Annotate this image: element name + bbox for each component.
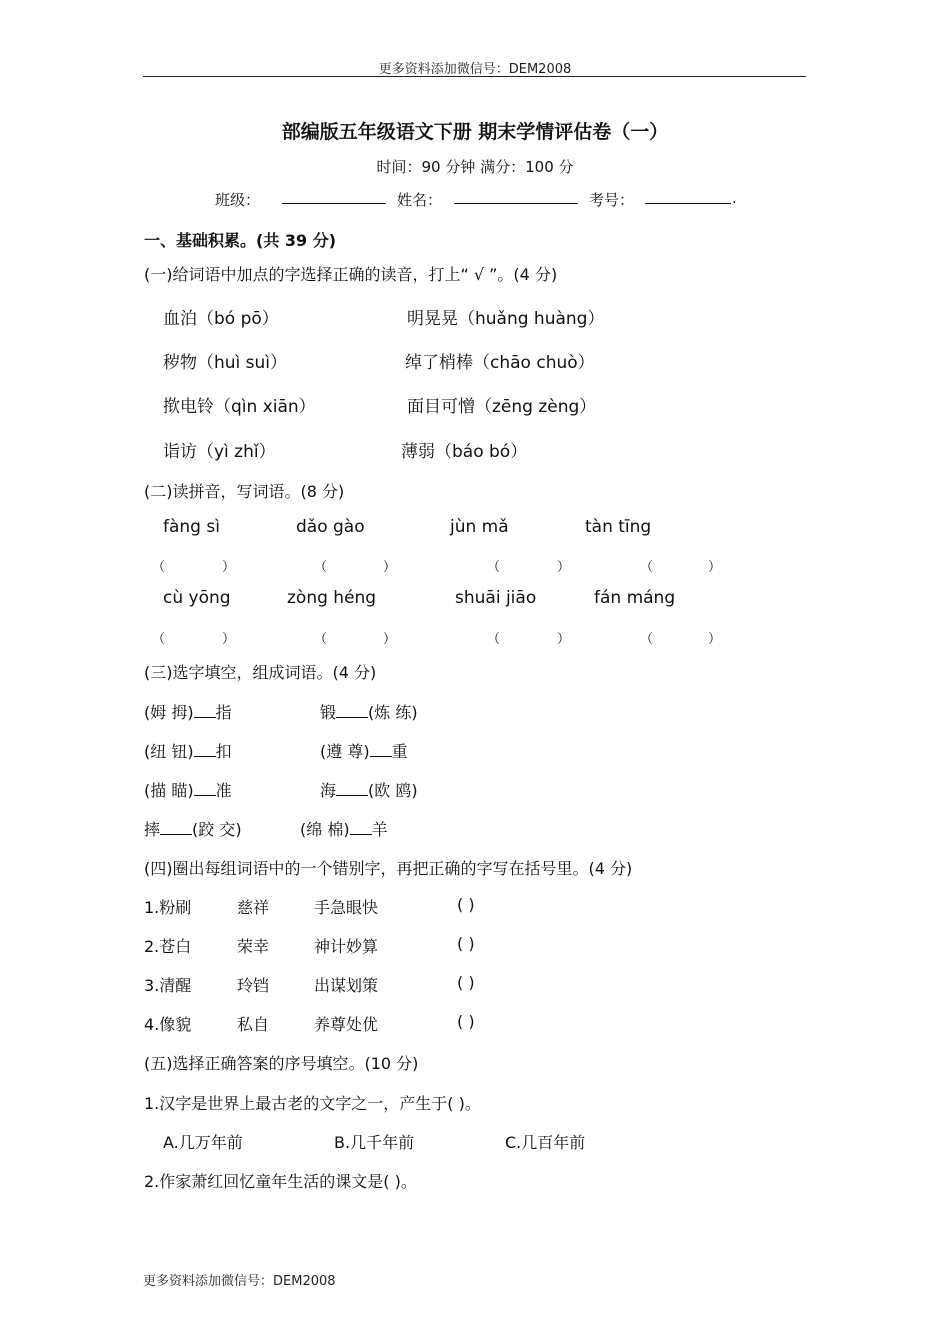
q3-item: (纽 钮) 扣 <box>144 742 232 761</box>
q4-word[interactable]: 神计妙算 <box>314 937 379 956</box>
q4-word[interactable]: 玲铛 <box>237 976 270 995</box>
answer-paren-close: ） <box>222 632 236 647</box>
id-label: 考号： <box>589 191 635 209</box>
page-footer-text: 更多资料添加微信号：DEM2008 <box>143 1274 336 1289</box>
q3-item: (姆 拇) 指 <box>144 703 232 722</box>
q2-heading: (二)读拼音，写词语。(8 分) <box>144 482 345 501</box>
pinyin-item: jùn mǎ <box>450 517 509 537</box>
pinyin-item: tàn tīng <box>585 517 652 537</box>
answer-paren-open: （ <box>640 632 654 647</box>
fill-blank[interactable] <box>336 781 368 796</box>
q1-item: 薄弱（báo bó） <box>401 442 528 462</box>
q5-option-a[interactable]: A.几万年前 <box>163 1133 243 1152</box>
q1-item: 绰了梢棒（chāo chuò） <box>405 353 595 373</box>
pinyin-item: dǎo gào <box>296 517 365 537</box>
info-end-mark: . <box>732 189 737 207</box>
fill-blank[interactable] <box>160 820 192 835</box>
fill-blank[interactable] <box>194 742 216 757</box>
answer-paren-open: （ <box>314 560 328 575</box>
name-field[interactable] <box>454 189 578 208</box>
class-field[interactable] <box>282 189 386 208</box>
answer-paren-close: ） <box>383 632 397 647</box>
q3-item: 摔 (跤 交) <box>144 820 242 839</box>
q5-option-b[interactable]: B.几千年前 <box>334 1133 415 1152</box>
pinyin-item: shuāi jiāo <box>455 588 537 608</box>
q1-item: 明晃晃（huǎng huàng） <box>407 309 605 329</box>
id-field[interactable] <box>645 189 731 208</box>
q3-heading: (三)选字填空，组成词语。(4 分) <box>144 663 377 682</box>
name-label: 姓名： <box>397 191 443 209</box>
answer-paren-close: ） <box>383 560 397 575</box>
q1-item: 秽物（huì suì） <box>163 353 288 373</box>
q4-word[interactable]: 私自 <box>237 1015 270 1034</box>
q4-word[interactable]: 2.苍白 <box>144 937 192 956</box>
answer-paren-close: ） <box>222 560 236 575</box>
q4-word[interactable]: 养尊处优 <box>314 1015 379 1034</box>
q3-item: 海 (欧 鸥) <box>320 781 418 800</box>
q5-question-1: 1.汉字是世界上最古老的文字之一，产生于( )。 <box>144 1094 481 1113</box>
q4-word[interactable]: 4.像貌 <box>144 1015 192 1034</box>
q3-item: (描 瞄) 准 <box>144 781 232 800</box>
class-label: 班级： <box>215 191 261 209</box>
exam-title: 部编版五年级语文下册 期末学情评估卷（一） <box>281 121 669 143</box>
q3-item: 锻 (炼 练) <box>320 703 418 722</box>
q4-word[interactable]: 出谋划策 <box>314 976 379 995</box>
q5-heading: (五)选择正确答案的序号填空。(10 分) <box>144 1054 419 1073</box>
q4-word[interactable]: 荣幸 <box>237 937 270 956</box>
page-header-text: 更多资料添加微信号：DEM2008 <box>378 62 572 77</box>
answer-paren-open: （ <box>152 560 166 575</box>
fill-blank[interactable] <box>370 742 392 757</box>
q1-item: 诣访（yì zhǐ） <box>163 442 276 462</box>
pinyin-item: fàng sì <box>163 517 220 537</box>
answer-paren-close: ） <box>708 632 722 647</box>
answer-paren-close: ） <box>557 632 571 647</box>
answer-paren-open: （ <box>152 632 166 647</box>
fill-blank[interactable] <box>336 703 368 718</box>
q4-answer-paren[interactable]: ( ) <box>457 973 475 992</box>
q4-word[interactable]: 1.粉刷 <box>144 898 192 917</box>
q5-question-2: 2.作家萧红回忆童年生活的课文是( )。 <box>144 1172 417 1191</box>
q4-answer-paren[interactable]: ( ) <box>457 895 475 914</box>
answer-paren-open: （ <box>487 632 501 647</box>
q5-option-c[interactable]: C.几百年前 <box>505 1133 586 1152</box>
answer-paren-open: （ <box>314 632 328 647</box>
header-divider <box>143 76 806 77</box>
pinyin-item: fán máng <box>594 588 676 608</box>
q4-answer-paren[interactable]: ( ) <box>457 1012 475 1031</box>
answer-paren-close: ） <box>557 560 571 575</box>
q3-item: (遵 尊) 重 <box>320 742 408 761</box>
q1-item: 面目可憎（zēng zèng） <box>407 397 597 417</box>
q1-heading: (一)给词语中加点的字选择正确的读音，打上“ √ ”。(4 分) <box>144 265 558 284</box>
answer-paren-open: （ <box>640 560 654 575</box>
q4-heading: (四)圈出每组词语中的一个错别字，再把正确的字写在括号里。(4 分) <box>144 859 633 878</box>
pinyin-item: cù yōng <box>163 588 231 608</box>
exam-time-score: 时间：90 分钟 满分：100 分 <box>376 158 574 176</box>
q4-word[interactable]: 3.清醒 <box>144 976 192 995</box>
q1-item: 揿电铃（qìn xiān） <box>163 397 316 417</box>
answer-paren-open: （ <box>487 560 501 575</box>
q4-word[interactable]: 慈祥 <box>237 898 270 917</box>
q3-item: (绵 棉) 羊 <box>300 820 388 839</box>
fill-blank[interactable] <box>194 703 216 718</box>
fill-blank[interactable] <box>194 781 216 796</box>
q4-answer-paren[interactable]: ( ) <box>457 934 475 953</box>
part1-heading: 一、基础积累。(共 39 分) <box>144 231 337 250</box>
answer-paren-close: ） <box>708 560 722 575</box>
fill-blank[interactable] <box>350 820 372 835</box>
q1-item: 血泊（bó pō） <box>163 309 279 329</box>
pinyin-item: zòng héng <box>287 588 377 608</box>
q4-word[interactable]: 手急眼快 <box>314 898 379 917</box>
